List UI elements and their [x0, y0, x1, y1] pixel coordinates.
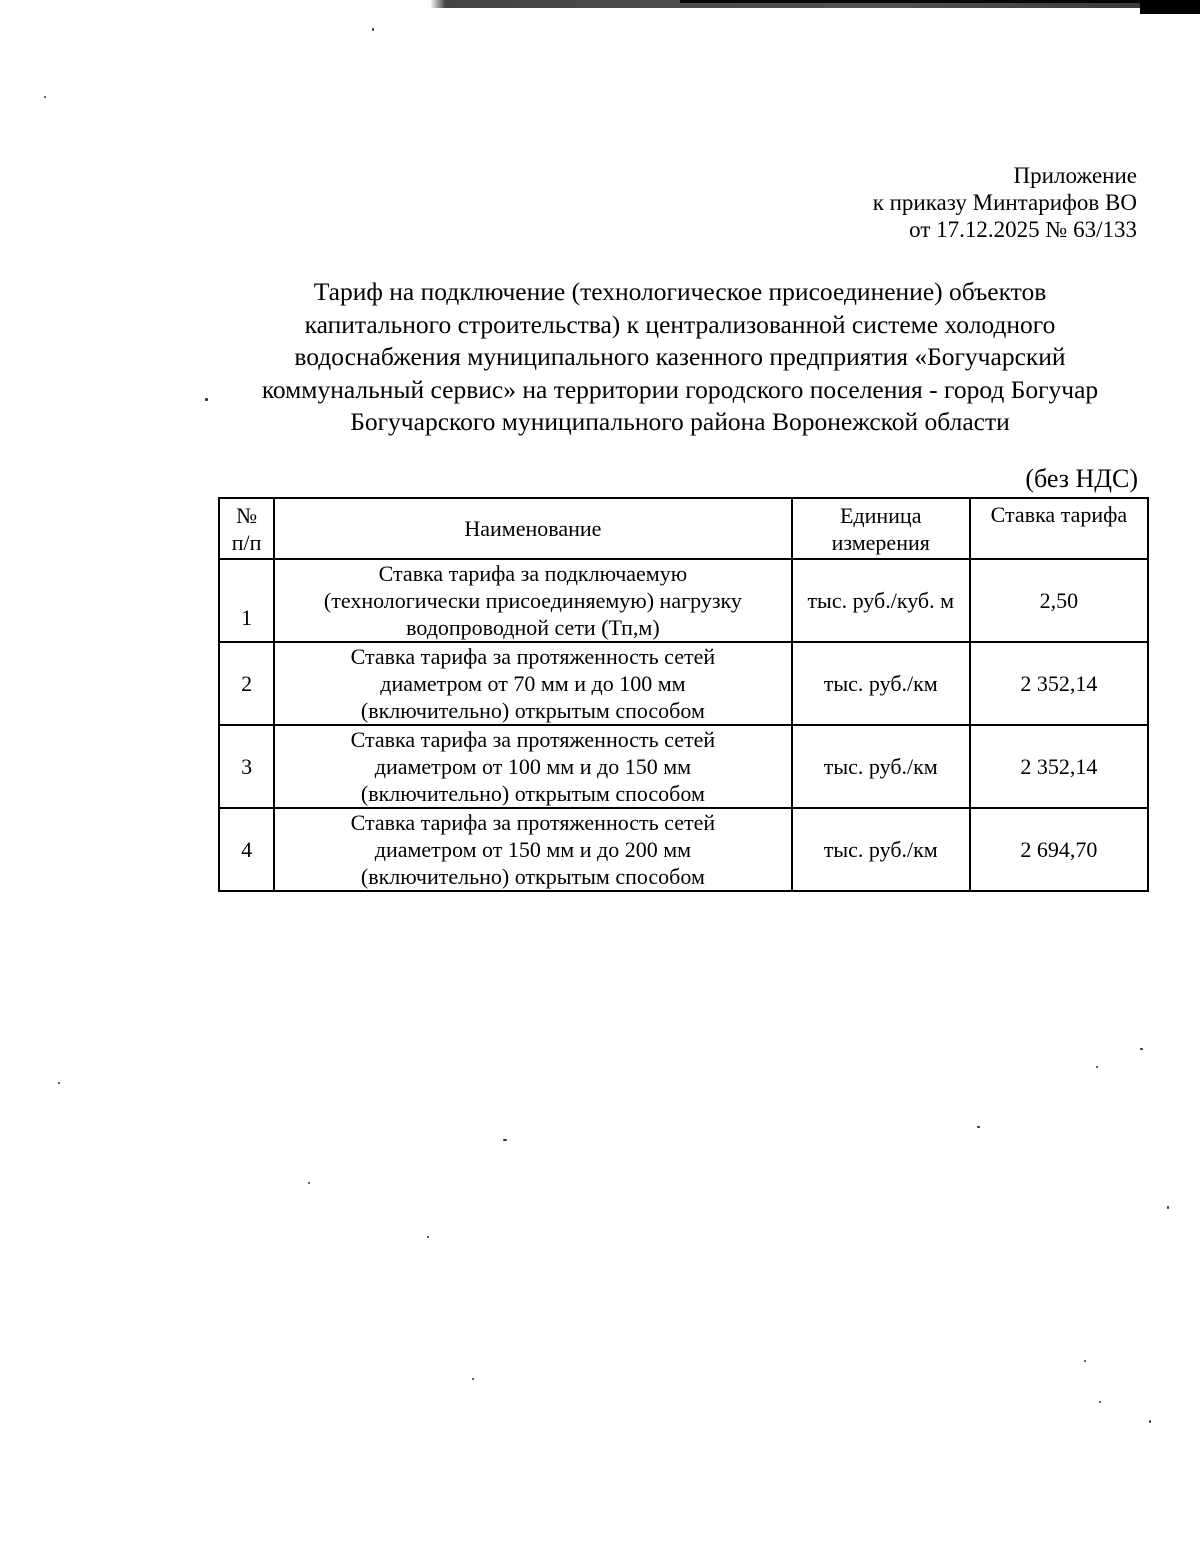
row-name [274, 725, 792, 808]
row-name-line-3: водопроводной сети (Тп,м) [406, 615, 660, 640]
scan-speck [308, 1182, 310, 1184]
row-unit: тыс. руб./км [792, 642, 970, 725]
row-name-line-2: диаметром от 100 мм и до 150 мм [374, 754, 692, 779]
row-number: 1 [219, 559, 274, 642]
row-unit: тыс. руб./км [792, 808, 970, 891]
row-number: 3 [219, 725, 274, 808]
row-name-line-1: Ставка тарифа за протяженность сетей [350, 727, 716, 752]
header-unit-line-1: Единица [839, 502, 922, 528]
row-name-line-2: (технологически присоединяемую) нагрузку [323, 588, 742, 613]
header-number-line-2: п/п [231, 529, 262, 555]
appendix-line-1: Приложение [1013, 163, 1137, 188]
row-rate: 2 352,14 [970, 642, 1148, 725]
appendix-line-2: к приказу Минтарифов ВО [872, 190, 1137, 215]
title-line-4: коммунальный сервис» на территории городского поселения - город Богучар [261, 374, 1099, 404]
scan-speck [503, 1139, 507, 1141]
title-line-5: Богучарского муниципального района Воронежской области [350, 407, 1010, 436]
title-line-1: Тариф на подключение (технологическое присоединение) объектов [313, 277, 1047, 306]
scan-speck [472, 1378, 474, 1380]
row-name-line-3: (включительно) открытым способом [360, 698, 705, 723]
row-rate: 2 352,14 [970, 725, 1148, 808]
scan-speck [58, 1082, 60, 1084]
row-number: 4 [219, 808, 274, 891]
table-row [219, 559, 1148, 642]
scan-speck [977, 1126, 980, 1128]
vat-note: (без НДС) [1025, 464, 1138, 493]
header-name: Наименование [274, 498, 792, 559]
row-name-line-2: диаметром от 70 мм и до 100 мм [380, 671, 686, 696]
header-unit [792, 498, 970, 559]
scan-speck [1099, 1401, 1101, 1403]
tariff-table [218, 497, 1149, 892]
header-number-line-1: № [236, 502, 258, 528]
row-name-line-1: Ставка тарифа за протяженность сетей [350, 644, 716, 669]
appendix-reference [873, 162, 1137, 243]
row-name [274, 808, 792, 891]
scan-speck [1149, 1420, 1151, 1423]
row-unit: тыс. руб./км [792, 725, 970, 808]
row-rate: 2 694,70 [970, 808, 1148, 891]
row-name-line-1: Ставка тарифа за протяженность сетей [350, 810, 716, 835]
table-header-row [219, 498, 1148, 559]
scan-speck [372, 28, 374, 31]
row-unit: тыс. руб./куб. м [792, 559, 970, 642]
row-name-line-2: диаметром от 150 мм и до 200 мм [374, 837, 692, 862]
scan-corner-mark [1140, 0, 1200, 14]
table-row [219, 642, 1148, 725]
table-row [219, 808, 1148, 891]
document-title [200, 276, 1160, 439]
row-name-line-1: Ставка тарифа за подключаемую [378, 561, 688, 586]
row-name [274, 559, 792, 642]
row-name-line-3: (включительно) открытым способом [360, 781, 705, 806]
title-line-3: водоснабжения муниципального казенного предприятия «Богучарский [294, 342, 1066, 371]
header-rate: Ставка тарифа [970, 498, 1148, 559]
row-rate: 2,50 [970, 559, 1148, 642]
scan-speck [205, 398, 208, 401]
scan-speck [1084, 1360, 1086, 1362]
row-name [274, 642, 792, 725]
appendix-line-3: от 17.12.2025 № 63/133 [909, 217, 1137, 242]
scan-speck [1140, 1048, 1143, 1050]
header-number [219, 498, 274, 559]
scan-speck [1096, 1066, 1098, 1068]
scan-edge-line [680, 0, 1200, 3]
row-number: 2 [219, 642, 274, 725]
scan-speck [427, 1236, 429, 1238]
scan-speck [44, 96, 46, 98]
row-name-line-3: (включительно) открытым способом [360, 864, 705, 889]
scan-speck [1167, 1206, 1169, 1209]
header-unit-line-2: измерения [831, 529, 930, 555]
table-row [219, 725, 1148, 808]
title-line-2: капитального строительства) к централизованной системе холодного [304, 309, 1056, 339]
